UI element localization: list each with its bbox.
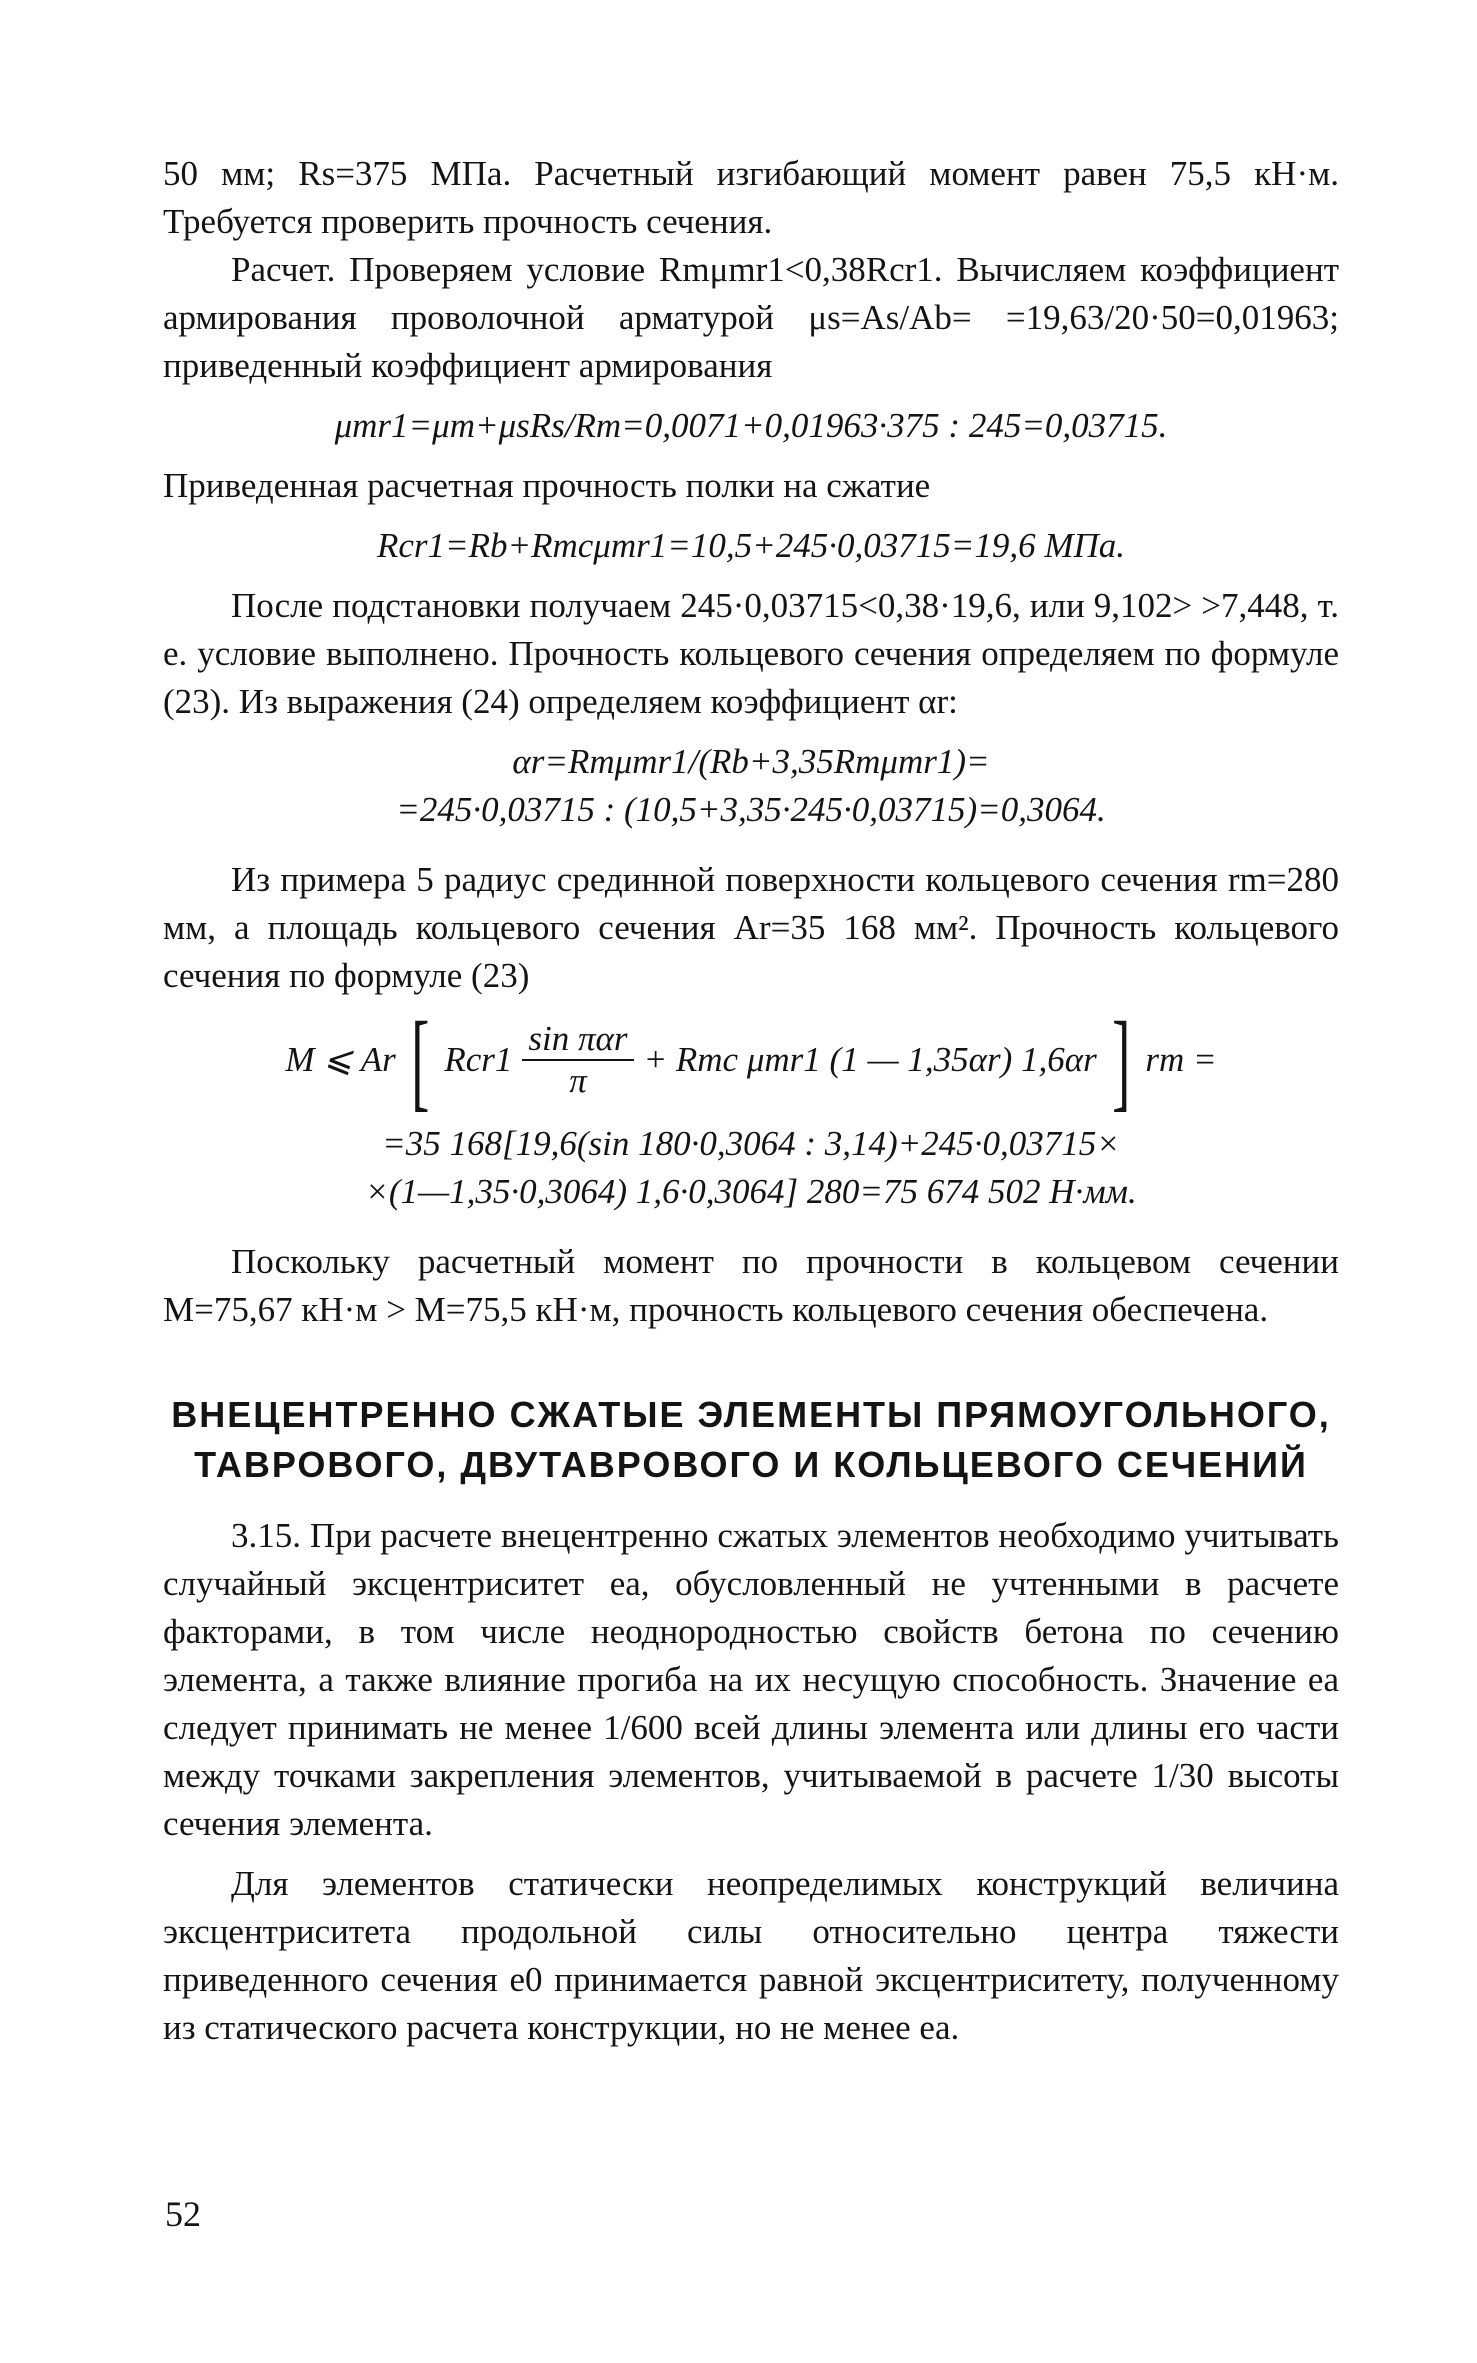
equation-mu-mr1: μmr1=μm+μsRs/Rm=0,0071+0,01963·375 : 245=0,03715. [334, 406, 1168, 445]
paragraph-intro: 50 мм; Rs=375 МПа. Расчетный изгибающий момент равен 75,5 кН·м. Требуется проверить прочность сечения. [163, 154, 1339, 241]
equation-alpha-line1: αr=Rmμmr1/(Rb+3,35Rmμmr1)= [512, 742, 990, 781]
formula-rest: + Rmc μmr1 (1 — 1,35αr) 1,6αr [643, 1040, 1097, 1079]
page-number: 52 [165, 2194, 201, 2234]
formula-tail: rm = [1145, 1040, 1217, 1079]
equation-moment-line3: ×(1—1,35·0,3064) 1,6·0,3064] 280=75 674 502 Н·мм. [365, 1172, 1137, 1211]
section-heading-line1: ВНЕЦЕНТРЕННО СЖАТЫЕ ЭЛЕМЕНТЫ ПРЯМОУГОЛЬНОГО, [171, 1394, 1331, 1435]
fraction-denominator: π [569, 1061, 587, 1100]
equation-alpha-line2: =245·0,03715 : (10,5+3,35·245·0,03715)=0,3064. [396, 790, 1106, 829]
paragraph-example5: Из примера 5 радиус срединной поверхности кольцевого сечения rm=280 мм, а площадь кольцевого сечения Ar=35 168 мм². Прочность кольцевого сечения по формуле (23) [163, 860, 1339, 995]
equation-moment-formula [163, 1000, 1339, 1120]
paragraph-3-15: 3.15. При расчете внецентренно сжатых элементов необходимо учитывать случайный эксцентриситет ea, обусловленный не учтенными в расчете факторами, в том числе неоднородностью свойств бетона по сечению элемента, а также влияние прогиба на их несущую способность. Значение ea следует принимать не менее 1/600 всей длины элемента или длины его части между точками закрепления элементов, учитываемой в расчете 1/30 высоты сечения элемента. [163, 1516, 1339, 1843]
equation-moment-line2: =35 168[19,6(sin 180·0,3064 : 3,14)+245·0,03715× [382, 1124, 1120, 1163]
formula-lhs: M ⩽ Ar [285, 1040, 396, 1079]
paragraph-indeterminate: Для элементов статически неопределимых конструкций величина эксцентриситета продольной силы относительно центра тяжести приведенного сечения e0 принимается равной эксцентриситету, полученному из статического расчета конструкции, но не менее ea. [163, 1864, 1339, 2047]
fraction-numerator: sin παr [522, 1019, 633, 1061]
left-bracket: [ [410, 999, 430, 1121]
paragraph-conclusion: Поскольку расчетный момент по прочности в кольцевом сечении M=75,67 кН·м > M=75,5 кН·м, прочность кольцевого сечения обеспечена. [163, 1242, 1339, 1329]
formula-fraction [522, 1019, 633, 1101]
formula-rcr: Rcr1 [444, 1040, 513, 1079]
page-content [163, 150, 1339, 2052]
paragraph-flange-strength: Приведенная расчетная прочность полки на сжатие [163, 466, 931, 505]
equation-rcr1: Rcr1=Rb+Rmcμmr1=10,5+245·0,03715=19,6 МПа. [376, 526, 1126, 565]
right-bracket: ] [1111, 999, 1131, 1121]
paragraph-substitution: После подстановки получаем 245·0,03715<0,38·19,6, или 9,102> >7,448, т. е. условие выполнено. Прочность кольцевого сечения определяем по формуле (23). Из выражения (24) определяем коэффициент αr: [163, 586, 1339, 721]
section-heading-line2: ТАВРОВОГО, ДВУТАВРОВОГО И КОЛЬЦЕВОГО СЕЧЕНИЙ [194, 1444, 1308, 1485]
paragraph-calculation: Расчет. Проверяем условие Rmμmr1<0,38Rcr1. Вычисляем коэффициент армирования проволочной арматурой μs=As/Ab= =19,63/20·50=0,01963; приведенный коэффициент армирования [163, 250, 1339, 385]
